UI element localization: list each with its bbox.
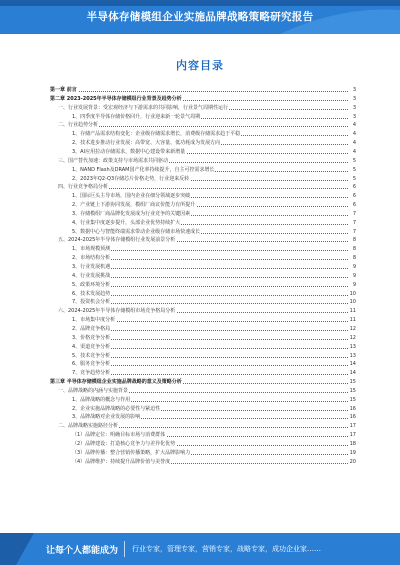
- footer-tagline: 行业专家，管理专家，营销专家，战略专家，成功企业家……: [132, 545, 321, 553]
- toc-entry[interactable]: [0, 130, 400, 138]
- toc-entry-page: 12: [349, 325, 356, 332]
- toc-entry-page: 4: [348, 121, 356, 129]
- toc-entry[interactable]: [0, 272, 400, 280]
- toc-entry[interactable]: [0, 245, 400, 253]
- toc-entry-title: 1、存储产品需求结构变化：企业级存储需求增长，消费级存储需求趋于平稳: [72, 131, 241, 138]
- toc-entry-page: 18: [349, 441, 356, 447]
- toc-entry-title: 5、技术竞争分析: [72, 352, 111, 359]
- toc-entry-title: 1、品牌战略的概念与作用: [72, 396, 131, 403]
- report-title: 半导体存储模组企业实施品牌战略策略研究报告: [86, 11, 314, 23]
- toc-entry[interactable]: [0, 210, 400, 218]
- toc-entry-title: 2、技术进步推动行业发展：高带宽、大容量、低功耗成为发展方向: [72, 140, 221, 147]
- toc-entry[interactable]: [0, 298, 400, 306]
- toc-entry-page: 9: [348, 263, 356, 271]
- toc-leader-dots: [72, 365, 350, 366]
- toc-entry[interactable]: [0, 352, 400, 360]
- toc-entry-page: 17: [349, 423, 356, 430]
- toc-entry[interactable]: [0, 254, 400, 262]
- toc-entry-page: 4: [348, 139, 356, 147]
- toc-leader-dots: [72, 374, 350, 375]
- toc-heading: 内容目录: [176, 59, 224, 72]
- toc-entry-title: （4）品牌维护：持续提升品牌价值与美誉度: [72, 458, 171, 465]
- toc-entry-page: 7: [348, 210, 356, 218]
- toc-entry-title: 4、渠道竞争分析: [72, 343, 111, 350]
- toc-entry-title: 3、存储模组厂商品牌化发展成为行业竞争的关键因素: [72, 210, 191, 217]
- toc-entry[interactable]: [0, 219, 400, 227]
- toc-entry-page: 13: [349, 343, 356, 350]
- toc-entry[interactable]: [0, 422, 400, 430]
- toc-entry[interactable]: [0, 405, 400, 413]
- toc-leader-dots: [72, 330, 350, 331]
- toc-entry-title: 4、行业发展挑战: [72, 272, 111, 279]
- toc-entry-title: 1、市场集中度分析: [72, 317, 116, 324]
- toc-entry-page: 16: [349, 414, 356, 421]
- toc-leader-dots: [50, 91, 350, 92]
- toc-entry-page: 11: [349, 308, 356, 315]
- toc-entry[interactable]: [0, 121, 400, 129]
- toc-entry[interactable]: [0, 334, 400, 342]
- toc-entry-page: 5: [348, 175, 356, 183]
- toc-entry[interactable]: [0, 369, 400, 377]
- toc-entry-page: 15: [349, 387, 356, 394]
- toc-entry-page: 13: [349, 352, 356, 359]
- report-header: [0, 0, 400, 34]
- toc-entry-title: 5、政策环境分析: [72, 281, 111, 288]
- toc-entry-page: 3: [348, 104, 356, 112]
- toc-leader-dots: [72, 357, 350, 358]
- toc-entry-page: 5: [348, 166, 356, 174]
- toc-entry[interactable]: [0, 183, 400, 191]
- toc-entry-page: 3: [348, 95, 356, 103]
- footer-corner-decoration: [0, 533, 34, 565]
- toc-leader-dots: [72, 250, 350, 251]
- toc-entry[interactable]: [0, 86, 400, 94]
- toc-entry-title: 2、品牌竞争格局: [72, 325, 111, 332]
- toc-entry[interactable]: [0, 157, 400, 165]
- toc-leader-dots: [72, 259, 350, 260]
- toc-entry-title: 第二章 2023-2025年半导体存储模组行业背景及趋势分析: [50, 95, 182, 102]
- toc-entry-title: （1）品牌定位：明确目标市场与消费群体: [72, 432, 166, 439]
- toc-leader-dots: [72, 339, 350, 340]
- toc-entry-page: 4: [348, 148, 356, 156]
- toc-entry-title: 第一章 前言: [50, 87, 77, 93]
- toc-entry-title: 3、价格竞争分析: [72, 334, 111, 341]
- toc-entry-title: 六、2024-2025年半导体存储模组市场竞争格局分析: [58, 308, 176, 315]
- toc-entry-title: 四、行业竞争格局分析: [58, 184, 109, 191]
- toc-entry-title: 2、企业实施品牌战略的必要性与紧迫性: [72, 405, 161, 412]
- toc-entry[interactable]: [0, 113, 400, 121]
- toc-entry-page: 11: [349, 317, 356, 324]
- toc-entry[interactable]: [0, 290, 400, 298]
- toc-entry[interactable]: [0, 139, 400, 147]
- toc-entry-title: 一、行业发展背景：受宏观经济与下游需求的共同影响，行业景气周期性运行: [58, 104, 229, 111]
- toc-leader-dots: [58, 126, 350, 127]
- toc-entry[interactable]: [0, 458, 400, 466]
- toc-entry[interactable]: [0, 228, 400, 236]
- toc-entry[interactable]: [0, 343, 400, 351]
- toc-entry[interactable]: [0, 148, 400, 156]
- toc-entry-title: 7、竞争趋势分析: [72, 370, 111, 377]
- toc-entry-title: 五、2024-2025年半导体存储模组行业发展前景分析: [58, 237, 176, 244]
- toc-entry-page: 14: [349, 361, 356, 368]
- toc-entry-title: 5、数据中心与智能终端需求带动企业级存储市场快速成长: [72, 228, 201, 235]
- toc-entry-title: 第三章 半导体存储模组企业实施品牌战略的意义及策略分析: [50, 379, 182, 386]
- toc-entry[interactable]: [0, 413, 400, 421]
- toc-entry[interactable]: [0, 104, 400, 112]
- toc-entry-page: 6: [348, 183, 356, 191]
- toc-entry-page: 15: [349, 396, 356, 403]
- report-footer: [0, 533, 400, 565]
- toc-entry-page: 7: [348, 228, 356, 236]
- toc-entry-page: 8: [348, 236, 356, 244]
- toc-entry-title: （2）品牌建设：打造核心竞争力与差异化优势: [72, 441, 176, 447]
- toc-entry[interactable]: [0, 166, 400, 174]
- footer-divider: [124, 541, 125, 557]
- toc-entry-page: 6: [348, 201, 356, 209]
- toc-entry[interactable]: [0, 307, 400, 315]
- toc-entry-title: 6、技术发展趋势: [72, 290, 111, 297]
- toc-entry-title: 4、行业集中度逐步提升，头部企业优势持续扩大: [72, 219, 181, 226]
- toc-entry[interactable]: [0, 263, 400, 271]
- toc-entry-title: 一、品牌战略的内涵与实施背景: [58, 387, 129, 394]
- toc-entry-page: 15: [349, 379, 356, 386]
- toc-entry-page: 3: [348, 113, 356, 121]
- toc-entry-page: 19: [349, 449, 356, 456]
- toc-entry-title: 二、品牌战略实施路径分析: [58, 423, 119, 430]
- toc-entry-title: 1、NAND Flash及DRAM国产化率持续提升，自主可控需求增长: [72, 166, 215, 173]
- toc-entry[interactable]: [0, 201, 400, 209]
- toc-entry[interactable]: [0, 281, 400, 289]
- footer-slogan: 让每个人都能成为: [46, 546, 119, 556]
- table-of-contents: [0, 86, 400, 526]
- toc-entry-page: 8: [348, 245, 356, 253]
- toc-leader-dots: [72, 277, 350, 278]
- toc-entry-title: 3、AI应用拉动存储需求，数据中心建设带来新增量: [72, 148, 186, 155]
- toc-entry-page: 7: [348, 219, 356, 227]
- toc-entry-page: 12: [349, 334, 356, 341]
- toc-entry[interactable]: [0, 175, 400, 183]
- toc-entry[interactable]: [0, 396, 400, 404]
- toc-entry-page: 10: [349, 299, 356, 306]
- toc-entry-title: 7、投资机会分析: [72, 299, 111, 306]
- toc-entry-page: 4: [348, 130, 356, 138]
- toc-entry-page: 17: [349, 432, 356, 439]
- toc-entry-title: 2、2023年Q2-Q3存储芯片价格走势，行业迎来反转: [72, 175, 190, 182]
- toc-entry[interactable]: [0, 95, 400, 103]
- toc-entry[interactable]: [0, 360, 400, 368]
- toc-entry-title: 3、品牌战略对企业发展的影响: [72, 414, 141, 421]
- toc-entry-title: 2、市场结构分析: [72, 255, 111, 262]
- toc-entry-title: 2、产业链上下游协同发展，模组厂商议价能力有所提升: [72, 202, 196, 209]
- toc-leader-dots: [72, 268, 350, 269]
- toc-entry-page: 8: [348, 254, 356, 262]
- toc-entry[interactable]: [0, 431, 400, 439]
- toc-entry[interactable]: [0, 387, 400, 395]
- toc-entry-page: 6: [348, 192, 356, 200]
- toc-entry-title: 3、行业发展机遇: [72, 264, 111, 270]
- toc-leader-dots: [72, 286, 350, 287]
- toc-entry[interactable]: [0, 192, 400, 200]
- toc-leader-dots: [72, 295, 350, 296]
- toc-entry[interactable]: [0, 316, 400, 324]
- toc-entry-page: 3: [348, 86, 356, 94]
- toc-leader-dots: [72, 348, 350, 349]
- toc-entry-page: 10: [349, 290, 356, 297]
- toc-entry-page: 16: [349, 405, 356, 412]
- toc-entry[interactable]: [0, 449, 400, 457]
- toc-entry-title: 1、国际巨头主导市场，国内企业在细分领域逐步突破: [72, 193, 191, 200]
- toc-entry-title: 6、服务竞争分析: [72, 361, 111, 368]
- toc-entry-page: 20: [349, 458, 356, 465]
- toc-entry-page: 14: [349, 370, 356, 377]
- toc-entry[interactable]: [0, 378, 400, 386]
- toc-entry-title: 1、市场规模预测: [72, 246, 111, 253]
- toc-entry[interactable]: [0, 236, 400, 244]
- toc-entry-page: 9: [348, 272, 356, 280]
- toc-entry-title: 三、国产替代加速：政策支持与市场需求共同驱动: [58, 157, 169, 164]
- toc-entry[interactable]: [0, 325, 400, 333]
- toc-entry-page: 5: [348, 157, 356, 165]
- toc-entry-title: （3）品牌传播：整合营销传播策略，扩大品牌影响力: [72, 449, 191, 456]
- toc-entry[interactable]: [0, 440, 400, 448]
- toc-entry-title: 1、四季度半导体存储价格回升，行业迎来新一轮景气周期: [72, 113, 201, 120]
- toc-entry-page: 9: [348, 281, 356, 289]
- toc-leader-dots: [72, 303, 350, 304]
- toc-entry-title: 二、行业趋势分析: [58, 122, 99, 129]
